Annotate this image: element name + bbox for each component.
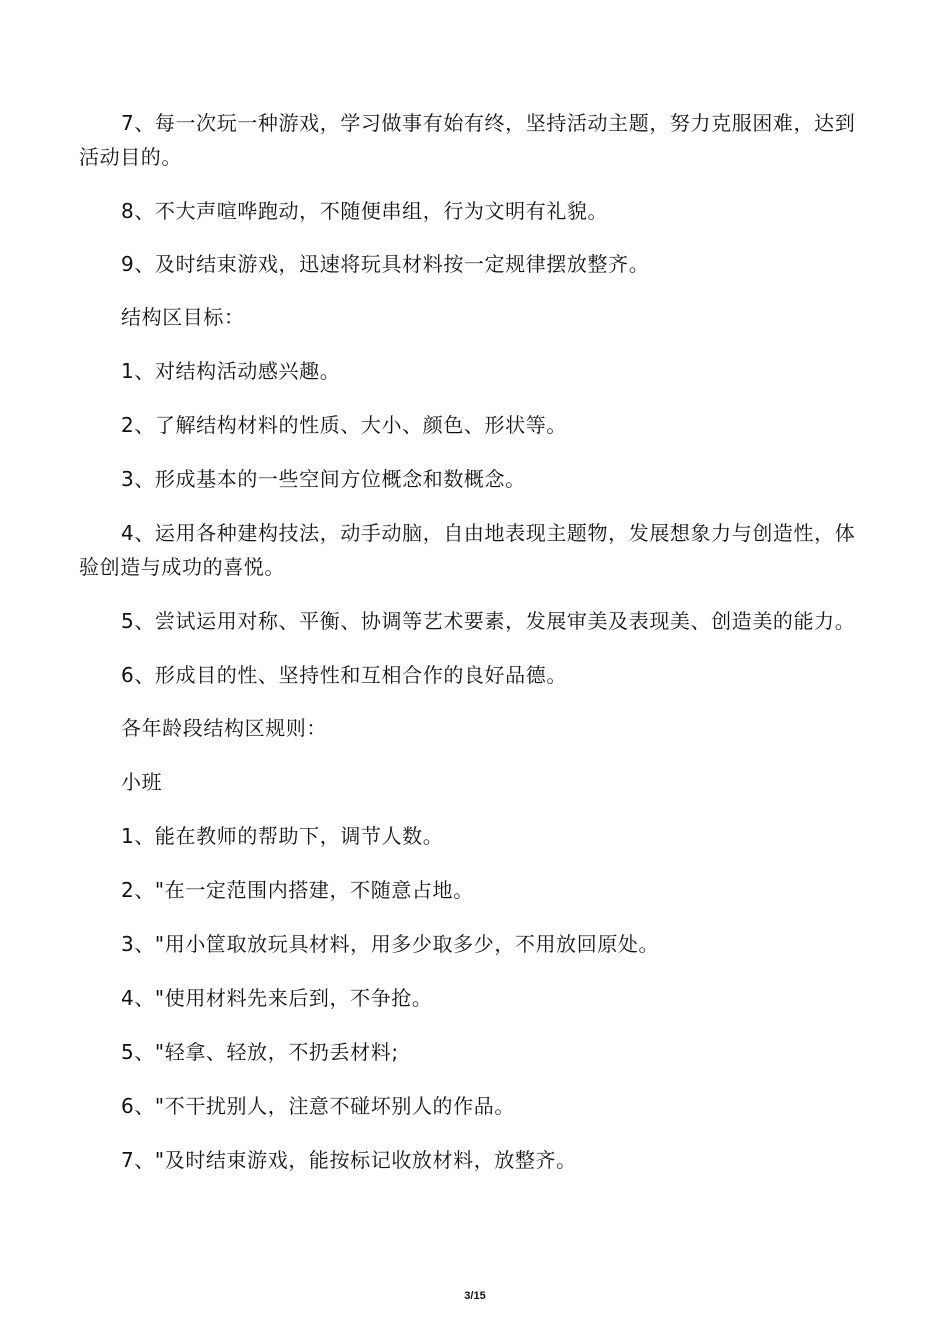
paragraph-item-8-manners: 8、不大声喧哗跑动，不随便串组，行为文明有礼貌。 [121, 199, 609, 223]
rule-item-7: 7、"及时结束游戏，能按标记收放材料，放整齐。 [121, 1148, 577, 1172]
goal-item-2: 2、了解结构材料的性质、大小、颜色、形状等。 [121, 413, 567, 437]
paragraph-item-7-persistence: 7、每一次玩一种游戏，学习做事有始有终，坚持活动主题，努力克服困难，达到活动目的。 [79, 111, 856, 169]
document-body [79, 106, 859, 1177]
goal-item-4: 4、运用各种建构技法，动手动脑，自由地表现主题物，发展想象力与创造性，体验创造与成功的喜悦。 [79, 521, 856, 579]
rule-item-3: 3、"用小筐取放玩具材料，用多少取多少，不用放回原处。 [121, 932, 660, 956]
goal-item-5: 5、尝试运用对称、平衡、协调等艺术要素，发展审美及表现美、创造美的能力。 [121, 609, 856, 633]
subheading-small-class: 小班 [121, 770, 163, 794]
rule-item-5: 5、"轻拿、轻放，不扔丢材料; [121, 1040, 399, 1064]
page-number: 3/15 [464, 1290, 486, 1302]
rule-item-2: 2、"在一定范围内搭建，不随意占地。 [121, 878, 474, 902]
section-heading-age-rules: 各年龄段结构区规则： [121, 716, 327, 740]
goal-item-3: 3、形成基本的一些空间方位概念和数概念。 [121, 467, 526, 491]
rule-item-4: 4、"使用材料先来后到，不争抢。 [121, 986, 433, 1010]
goal-item-6: 6、形成目的性、坚持性和互相合作的良好品德。 [121, 663, 567, 687]
goal-item-1: 1、对结构活动感兴趣。 [121, 359, 341, 383]
paragraph-item-9-cleanup: 9、及时结束游戏，迅速将玩具材料按一定规律摆放整齐。 [121, 252, 650, 276]
rule-item-1: 1、能在教师的帮助下，调节人数。 [121, 824, 444, 848]
rule-item-6: 6、"不干扰别人，注意不碰坏别人的作品。 [121, 1094, 515, 1118]
section-heading-structure-goals: 结构区目标： [121, 305, 245, 329]
